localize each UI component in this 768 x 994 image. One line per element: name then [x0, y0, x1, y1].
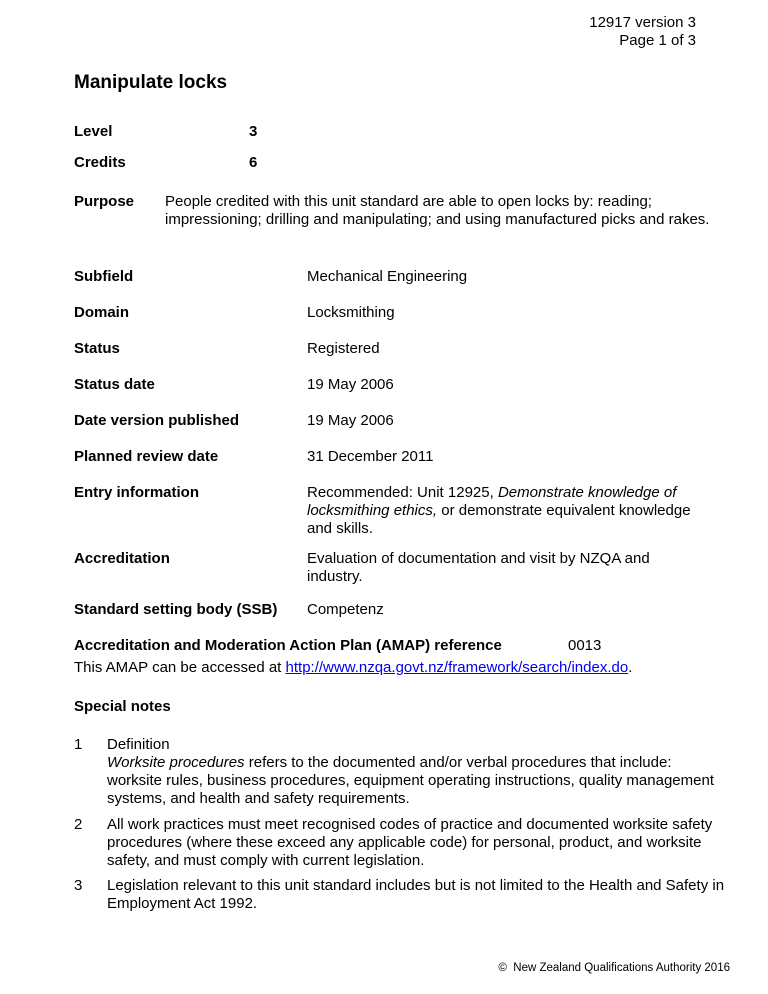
- amap-label: Accreditation and Moderation Action Plan (AMAP) reference: [74, 637, 502, 654]
- purpose-text: People credited with this unit standard are able to open locks by: reading; impressioning; drilling and manipulating; and using manufactured picks and rakes.: [165, 193, 710, 228]
- note-1-term: Worksite procedures: [107, 754, 245, 771]
- note-1-body: [107, 754, 727, 808]
- entry-info-label: Entry information: [74, 484, 200, 501]
- note-1-title: Definition: [107, 736, 170, 753]
- amap-link[interactable]: http://www.nzqa.govt.nz/framework/search/index.do: [285, 659, 629, 676]
- status-value: Registered: [307, 340, 380, 357]
- credits-value: 6: [249, 154, 258, 171]
- level-label: Level: [74, 123, 113, 140]
- note-1-number: 1: [74, 736, 83, 753]
- note-2-text: All work practices must meet recognised codes of practice and documented worksite safety procedures (where these exceed any applicable code) for personal, product, and worksite safety, and must comply with current legislation.: [107, 816, 713, 869]
- entry-info-prefix: Recommended: Unit 12925,: [307, 484, 498, 501]
- amap-access-prefix: This AMAP can be accessed at: [74, 659, 286, 676]
- credits-label: Credits: [74, 154, 126, 171]
- domain-label: Domain: [74, 304, 130, 321]
- accreditation-label: Accreditation: [74, 550, 170, 567]
- subfield-value: Mechanical Engineering: [307, 268, 468, 285]
- review-date-label: Planned review date: [74, 448, 219, 465]
- note-1-text: [107, 736, 727, 808]
- status-date-value: 19 May 2006: [307, 376, 394, 393]
- amap-access-suffix: .: [628, 659, 633, 676]
- amap-access-text: [74, 659, 734, 677]
- footer-copyright: [498, 959, 730, 977]
- entry-info-value: [307, 484, 707, 538]
- entry-info-suffix: or demonstrate equivalent knowledge and skills.: [307, 502, 691, 537]
- footer-text: New Zealand Qualifications Authority 2016: [513, 962, 730, 974]
- page-number: Page 1 of 3: [619, 32, 696, 49]
- note-1-definition: refers to the documented and/or verbal procedures that include: worksite rules, business procedures, equipment operating instructions, quality management systems, and health and safety requirements.: [107, 754, 714, 807]
- copyright-icon: ©: [498, 962, 507, 974]
- note-2-number: 2: [74, 816, 83, 833]
- date-published-label: Date version published: [74, 412, 240, 429]
- level-value: 3: [249, 123, 258, 140]
- entry-info-unit-title: Demonstrate knowledge of locksmithing ethics,: [307, 484, 677, 519]
- note-3-number: 3: [74, 877, 83, 894]
- status-date-label: Status date: [74, 376, 155, 393]
- review-date-value: 31 December 2011: [307, 448, 434, 465]
- special-notes-heading: Special notes: [74, 698, 171, 715]
- ssb-label: Standard setting body (SSB): [74, 601, 278, 618]
- purpose-label: Purpose: [74, 193, 135, 210]
- amap-value: 0013: [568, 637, 602, 654]
- ssb-value: Competenz: [307, 601, 384, 618]
- subfield-label: Subfield: [74, 268, 134, 285]
- domain-value: Locksmithing: [307, 304, 395, 321]
- code-version: 12917 version 3: [589, 14, 696, 31]
- document-header: [589, 14, 696, 50]
- note-3-text: Legislation relevant to this unit standard includes but is not limited to the Health and Safety in Employment Act 1992.: [107, 877, 725, 912]
- accreditation-value: Evaluation of documentation and visit by NZQA and industry.: [307, 550, 650, 585]
- date-published-value: 19 May 2006: [307, 412, 394, 429]
- page-title: Manipulate locks: [74, 72, 228, 93]
- status-label: Status: [74, 340, 120, 357]
